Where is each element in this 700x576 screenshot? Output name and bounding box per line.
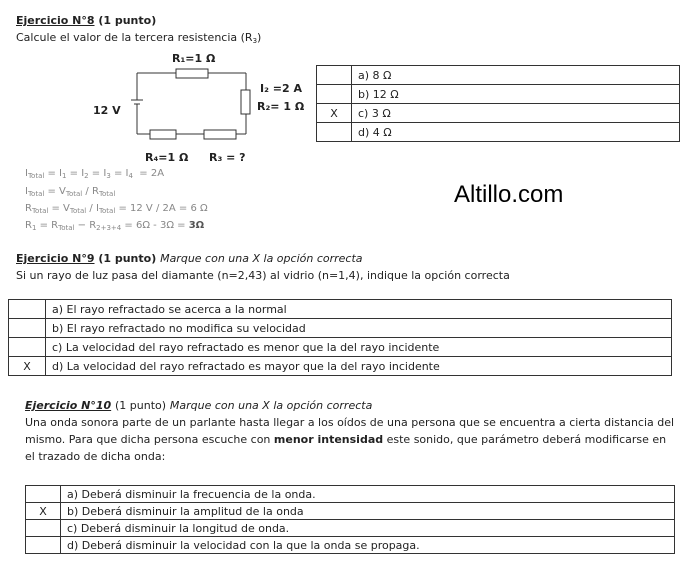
q10-statement (25, 414, 675, 465)
q8-option-row (317, 123, 680, 142)
q10-statement-a: Una onda sonora parte de un parlante hasta llegar a los oídos de una persona que se encuentra a cierta distancia del mismo. Para que dicha persona escuche con (25, 416, 675, 446)
q8-option-text: d) 4 Ω (352, 123, 680, 142)
q9-option-mark[interactable] (9, 338, 46, 357)
q10-statement-b: este sonido, que parámetro deberá modificarse en el trazado de dicha onda: (25, 433, 667, 463)
q10-option-mark[interactable] (26, 537, 61, 554)
q10-number: Ejercicio N°10 (25, 399, 112, 412)
q8-number: Ejercicio N°8 (16, 14, 95, 27)
q9-option-mark[interactable]: X (9, 357, 46, 376)
q8-statement-sub: 3 (252, 37, 258, 45)
q9-number: Ejercicio N°9 (16, 252, 95, 265)
q10-option-row (26, 486, 675, 503)
q8-solution-line-3: $R_{Total} = V_{Total} / I_{Total} = 12$ V / 2A = 6 Ω (25, 203, 208, 215)
watermark-logo: Altillo.com (454, 181, 564, 208)
q8-option-mark[interactable] (317, 123, 352, 142)
label-i2: I₂ =2 A (260, 82, 302, 95)
resistor-r2 (241, 90, 250, 114)
q8-option-text: b) 12 Ω (352, 85, 680, 104)
label-r2: R₂= 1 Ω (257, 100, 305, 113)
q9-option-text: d) La velocidad del rayo refractado es mayor que la del rayo incidente (46, 357, 672, 376)
q8-option-row (317, 85, 680, 104)
q8-solution-line-4: $R_1 = R_{Total} - R_{2+3+4} = 6\Omega - 3\Omega = 3\Omega$ (25, 220, 205, 232)
q9-option-text: a) El rayo refractado se acerca a la normal (46, 300, 672, 319)
q10-statement-bold: menor intensidad (273, 433, 384, 446)
q9-option-text: c) La velocidad del rayo refractado es menor que la del rayo incidente (46, 338, 672, 357)
q8-options-table (316, 65, 680, 142)
q9-option-row (9, 357, 672, 376)
q10-option-row (26, 503, 675, 520)
q10-instruction: Marque con una X la opción correcta (169, 399, 373, 412)
q9-title (16, 252, 363, 265)
q10-option-text: a) Deberá disminuir la frecuencia de la onda. (61, 486, 675, 503)
q10-title (25, 399, 372, 412)
q9-option-mark[interactable] (9, 300, 46, 319)
resistor-r3 (204, 130, 236, 139)
q10-option-text: b) Deberá disminuir la amplitud de la onda (61, 503, 675, 520)
q9-option-mark[interactable] (9, 319, 46, 338)
q10-points: (1 punto) (115, 399, 167, 412)
q8-option-mark[interactable]: X (317, 104, 352, 123)
label-r1: R₁=1 Ω (172, 52, 216, 65)
q10-option-mark[interactable] (26, 520, 61, 537)
q8-option-mark[interactable] (317, 85, 352, 104)
q9-points: (1 punto) (98, 252, 157, 265)
q10-option-mark[interactable]: X (26, 503, 61, 520)
q10-option-mark[interactable] (26, 486, 61, 503)
q9-options-table (8, 299, 672, 376)
q10-option-row (26, 537, 675, 554)
q9-statement: Si un rayo de luz pasa del diamante (n=2,43) al vidrio (n=1,4), indique la opción correcta (16, 269, 510, 282)
label-voltage: 12 V (93, 104, 121, 117)
q8-statement-end: ) (257, 31, 262, 44)
q8-option-row (317, 66, 680, 85)
q9-option-text: b) El rayo refractado no modifica su velocidad (46, 319, 672, 338)
q10-option-text: d) Deberá disminuir la velocidad con la que la onda se propaga. (61, 537, 675, 554)
q8-solution-line-1: $I_{Total} = I_1 = I_2 = I_3 = I_4 = 2A$ (25, 168, 165, 180)
q8-option-text: a) 8 Ω (352, 66, 680, 85)
q9-option-row (9, 300, 672, 319)
q8-statement-text: Calcule el valor de la tercera resistencia (R (16, 31, 253, 44)
resistor-r4 (150, 130, 176, 139)
label-r3: R₃ = ? (209, 151, 246, 164)
label-r4: R₄=1 Ω (145, 151, 189, 164)
q10-option-row (26, 520, 675, 537)
q8-option-mark[interactable] (317, 66, 352, 85)
q9-option-row (9, 338, 672, 357)
q8-points: (1 punto) (98, 14, 157, 27)
q10-options-table (25, 485, 675, 554)
q9-instruction: Marque con una X la opción correcta (160, 252, 363, 265)
q8-option-text: c) 3 Ω (352, 104, 680, 123)
q10-option-text: c) Deberá disminuir la longitud de onda. (61, 520, 675, 537)
q9-option-row (9, 319, 672, 338)
q8-solution-line-2: $I_{Total} = V_{Total} / R_{Total}$ (25, 186, 116, 198)
q8-option-row (317, 104, 680, 123)
resistor-r1 (176, 69, 208, 78)
